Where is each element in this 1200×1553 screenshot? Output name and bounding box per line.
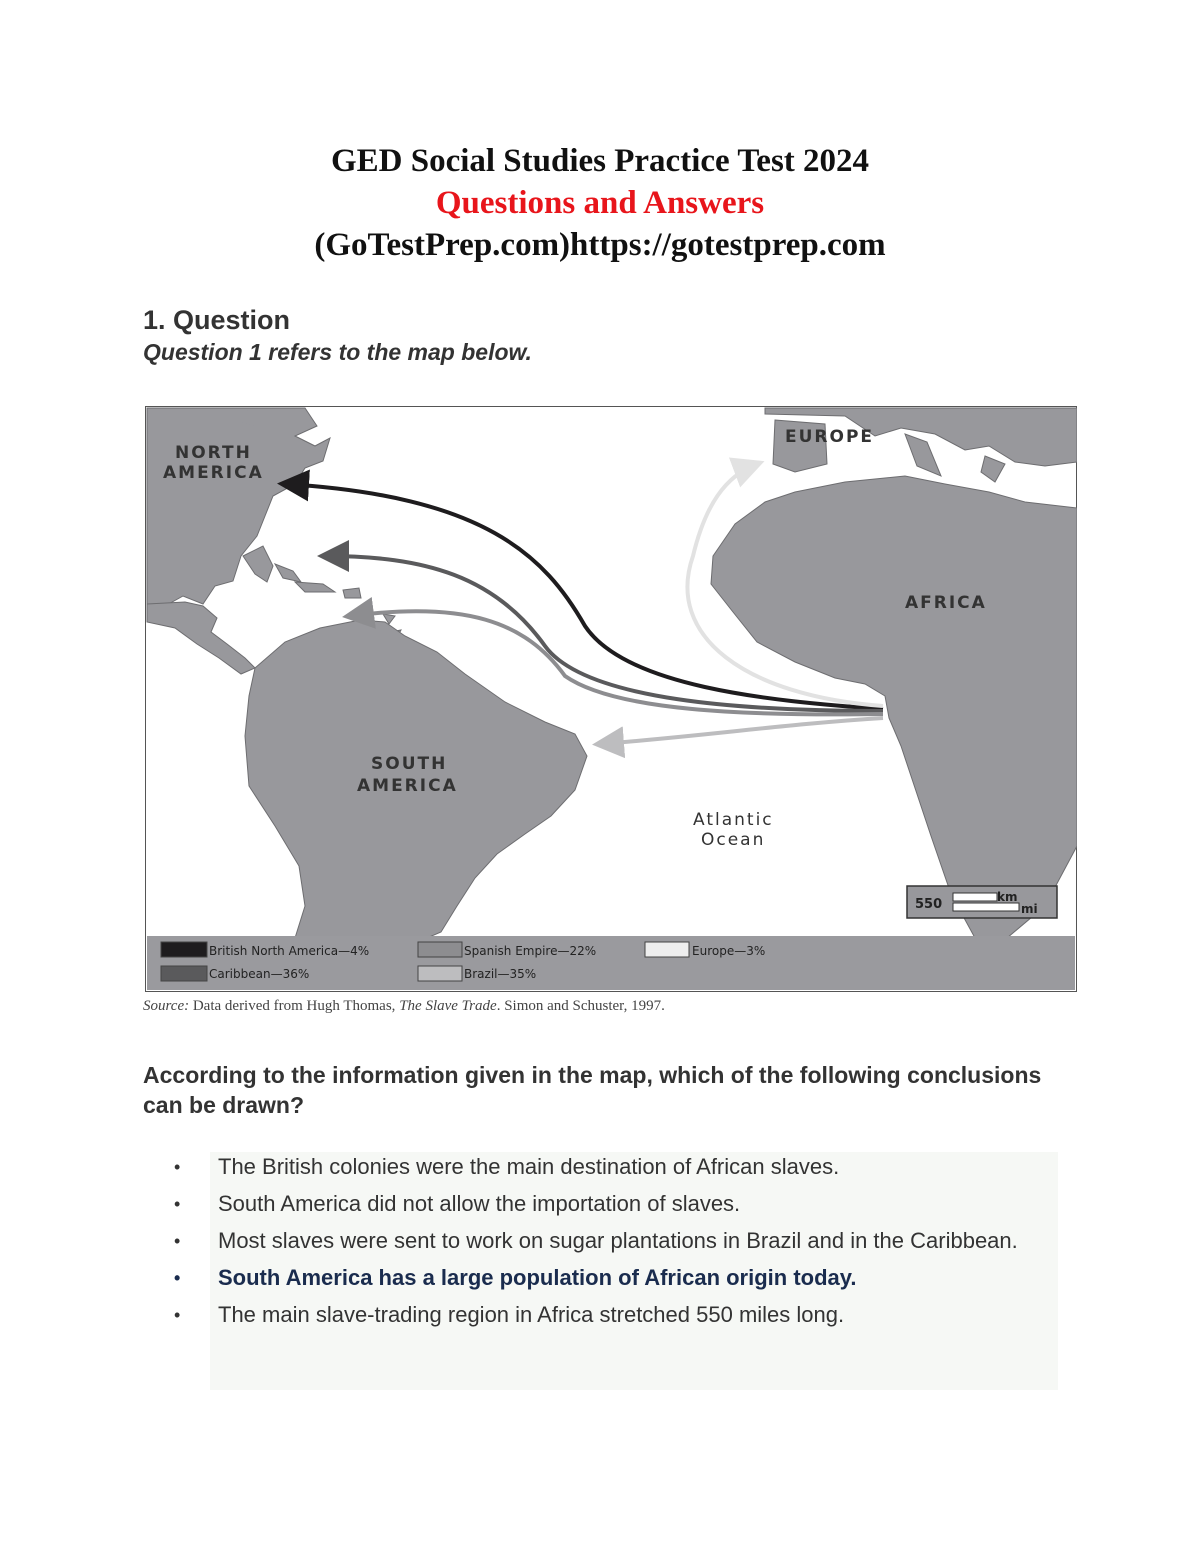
legend-item-spanish-empire xyxy=(418,942,596,958)
bullet-icon: • xyxy=(174,1194,181,1214)
site-link[interactable]: (GoTestPrep.com)https://gotestprep.com xyxy=(314,227,886,263)
label-south-america-2: AMERICA xyxy=(357,776,458,796)
bullet-icon: • xyxy=(174,1157,181,1177)
label-africa: AFRICA xyxy=(905,593,987,613)
label-ocean-1: Atlantic xyxy=(693,810,774,830)
legend-label-brazil: Brazil—35% xyxy=(464,967,537,981)
legend-item-british-north-america xyxy=(161,942,369,958)
source-prefix: Source: xyxy=(143,998,190,1014)
map-source xyxy=(143,998,665,1015)
legend-item-caribbean xyxy=(161,966,309,981)
scale-km: km xyxy=(997,890,1018,904)
slave-trade-map xyxy=(145,406,1077,992)
question-prompt: According to the information given in the map, which of the following conclusions can be drawn? xyxy=(143,1062,1042,1118)
page-subtitle: Questions and Answers xyxy=(435,185,765,221)
scale-bar xyxy=(907,886,1057,918)
bullet-icon: • xyxy=(174,1268,181,1288)
answer-option-correct[interactable] xyxy=(172,1263,1052,1293)
answer-option[interactable] xyxy=(172,1189,1052,1219)
answer-options xyxy=(172,1152,1052,1337)
answer-option-text: Most slaves were sent to work on sugar plantations in Brazil and in the Caribbean. xyxy=(218,1228,1018,1253)
bullet-icon: • xyxy=(174,1231,181,1251)
answer-option-text: The British colonies were the main destination of African slaves. xyxy=(218,1154,840,1179)
map-svg xyxy=(145,406,1077,992)
question-heading: 1. Question xyxy=(143,305,291,335)
label-ocean-2: Ocean xyxy=(701,830,766,850)
source-text: Data derived from Hugh Thomas, xyxy=(189,998,400,1014)
label-europe: EUROPE xyxy=(785,427,875,447)
answer-option-text: South America did not allow the importation of slaves. xyxy=(218,1191,741,1216)
title-block xyxy=(0,140,1200,266)
label-north-america-2: AMERICA xyxy=(163,463,264,483)
label-north-america-1: NORTH xyxy=(175,443,252,463)
legend-item-europe xyxy=(645,942,765,958)
answer-option-text: The main slave-trading region in Africa stretched 550 miles long. xyxy=(218,1302,845,1327)
page-title: GED Social Studies Practice Test 2024 xyxy=(330,143,870,179)
bullet-icon: • xyxy=(174,1305,181,1325)
label-south-america-1: SOUTH xyxy=(371,754,448,774)
legend-label-europe: Europe—3% xyxy=(692,944,766,958)
answer-option-text: South America has a large population of African origin today. xyxy=(218,1265,857,1290)
legend-item-brazil xyxy=(418,966,536,981)
question-intro: Question 1 refers to the map below. xyxy=(143,339,532,365)
source-suffix: . Simon and Schuster, 1997. xyxy=(496,998,665,1014)
legend-label-spanish-empire: Spanish Empire—22% xyxy=(464,944,597,958)
legend-label-caribbean: Caribbean—36% xyxy=(209,967,310,981)
scale-value: 550 xyxy=(915,897,943,912)
answer-option[interactable] xyxy=(172,1152,1052,1182)
scale-mi: mi xyxy=(1021,902,1038,916)
answer-option[interactable] xyxy=(172,1226,1052,1256)
legend-label-british-north-america: British North America—4% xyxy=(209,944,370,958)
answer-option[interactable] xyxy=(172,1300,1052,1330)
source-title: The Slave Trade xyxy=(399,998,497,1014)
